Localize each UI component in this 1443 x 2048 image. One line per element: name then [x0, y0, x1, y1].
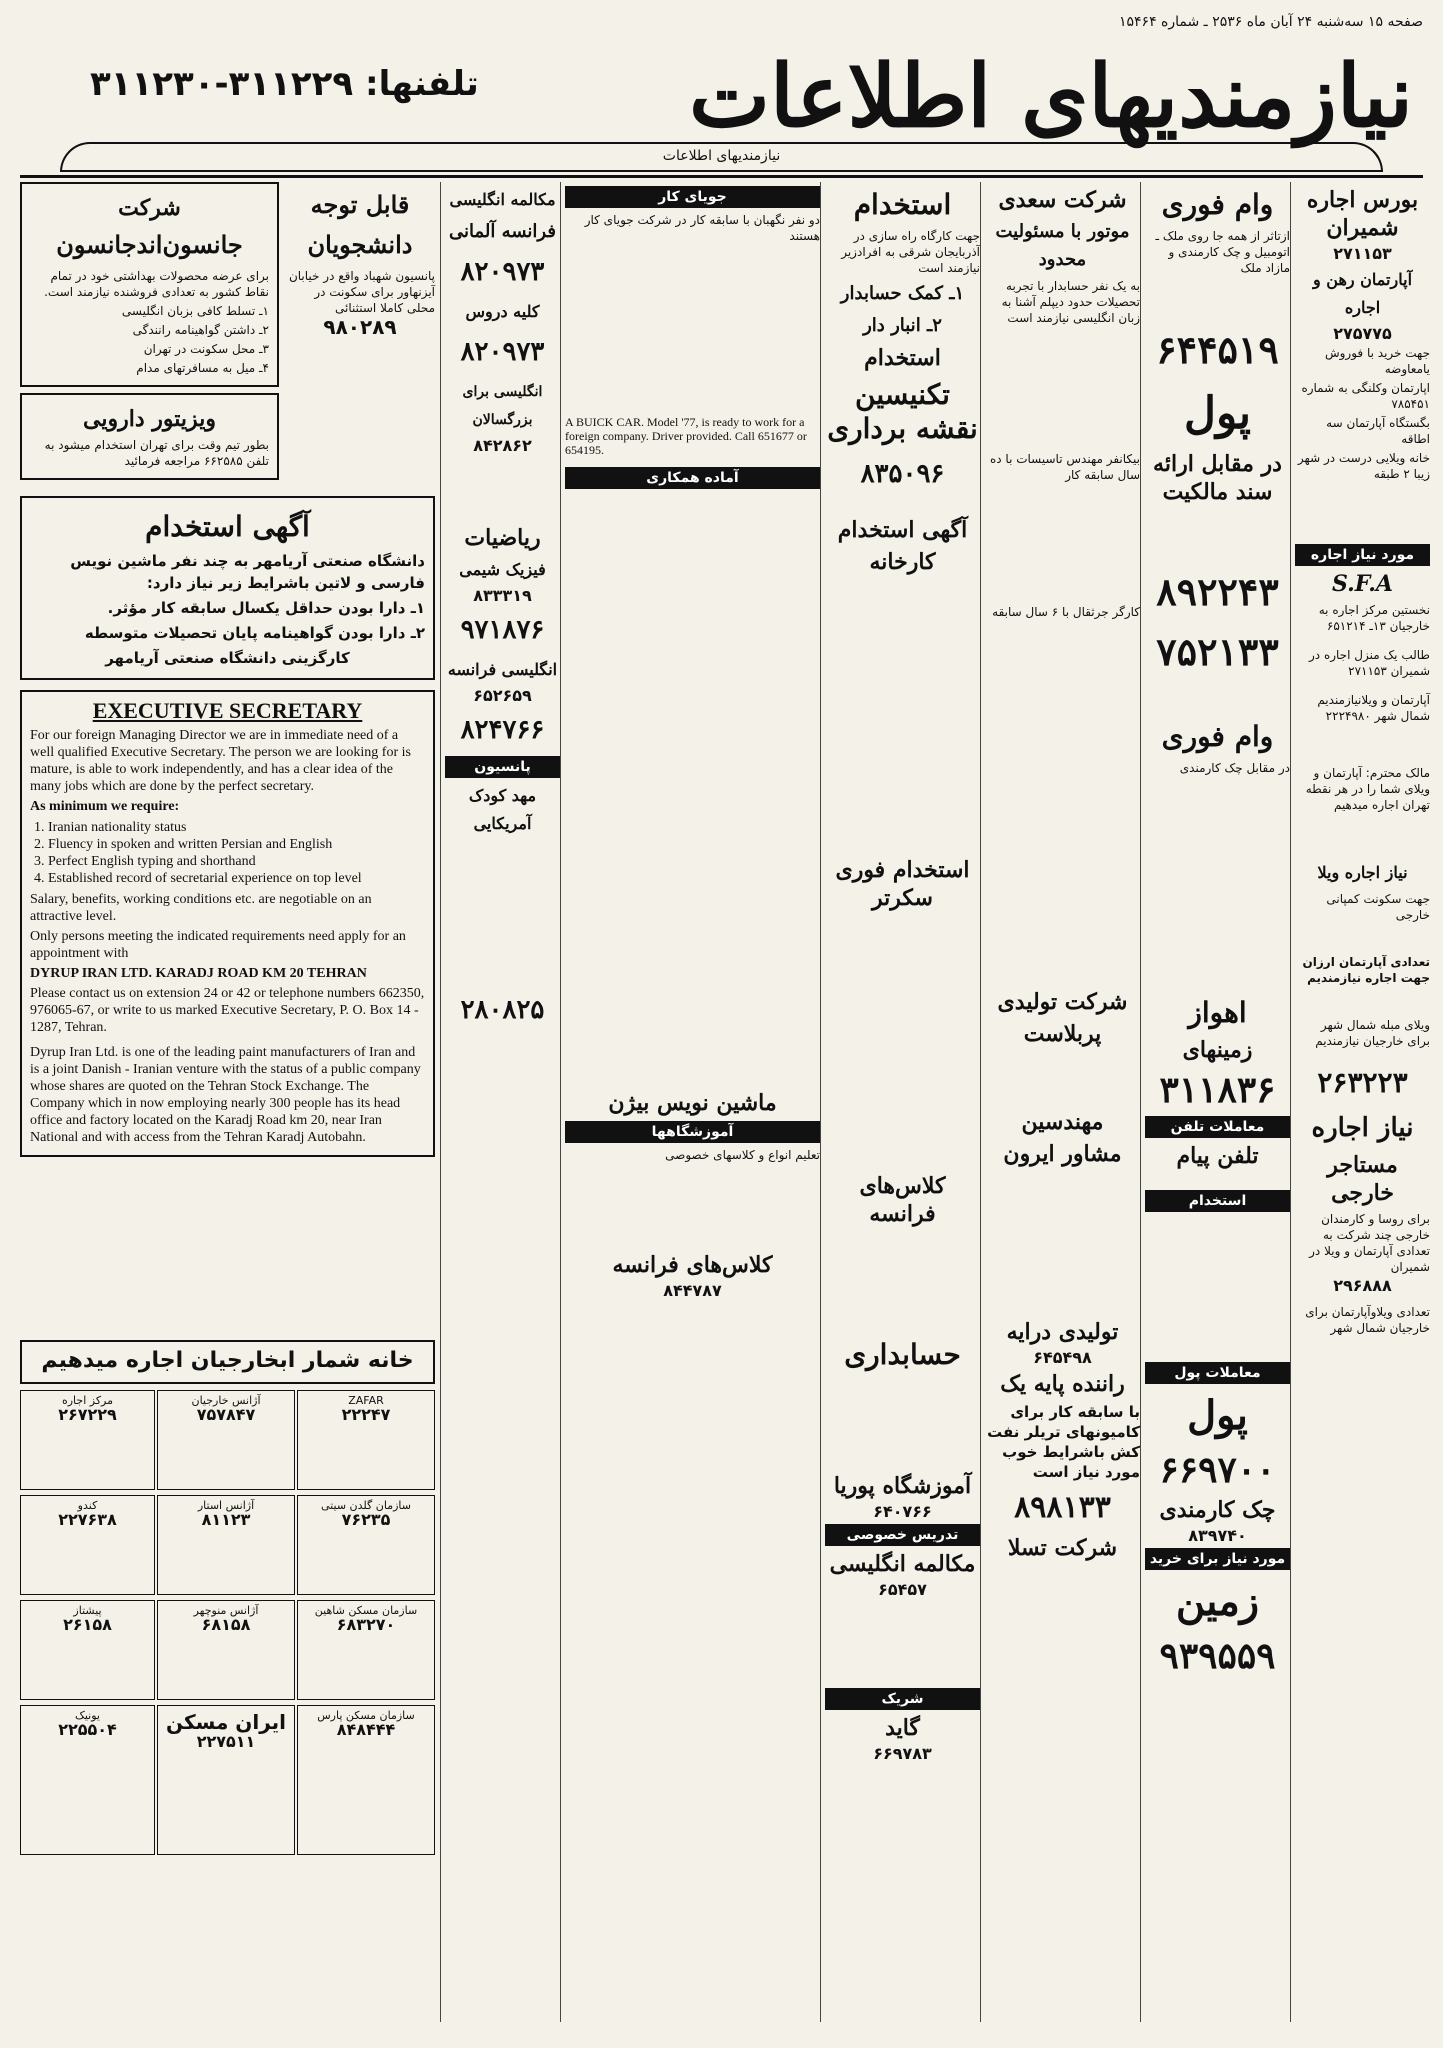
col1-item: جهت خرید با فوروش یامعاوضه [1324, 346, 1430, 376]
col6-phone: ۲۸۰۸۲۵ [460, 995, 545, 1025]
col5-header: آموزشگاهها [565, 1121, 820, 1143]
col3-subtitle: مشاور ایرون [1003, 1141, 1122, 1167]
masthead-rule [20, 175, 1423, 178]
col4-phone: ۶۶۹۷۸۳ [873, 1744, 932, 1763]
column-6 [440, 182, 560, 2022]
col6-title: مکالمه انگلیسی [449, 190, 556, 209]
col2-title: پول [1187, 1392, 1248, 1439]
col1-mid-item: آپارتمان و ویلانیازمندیم شمال شهر ۲۲۲۴۹۸۰ [1317, 693, 1430, 723]
col3-title: تولیدی درایه [1006, 1319, 1119, 1345]
col3-text: بیکانفر مهندس تاسیسات با ده سال سابقه کار [989, 452, 1140, 482]
col3-text: کارگر جرثقال با ۶ سال سابقه [992, 605, 1140, 619]
agency-name: آژانس خارجیان [191, 1394, 261, 1407]
col2-phone: ۷۵۲۱۳۳ [1156, 629, 1279, 674]
col7-text: دانشگاه صنعتی آریامهر به چند نفر ماشین نویس فارسی و لاتین باشرایط زیر نیاز دارد: [70, 552, 425, 592]
col1-sfa: S.F.A [1332, 571, 1393, 597]
col7-list-item: ۳ـ محل سکونت در تهران [143, 342, 269, 356]
col5-title: ماشین نویس بیژن [608, 1090, 777, 1116]
agency-cell [297, 1705, 435, 1855]
agency-phone: ۷۶۲۳۵ [341, 1510, 391, 1529]
agency-cell [20, 1705, 155, 1855]
col7-title: دانشجویان [307, 230, 413, 259]
col5-header: آماده همکاری [565, 467, 820, 489]
agency-phone: ۲۶۷۲۲۹ [58, 1405, 117, 1424]
col6-phone: ۹۷۱۸۷۶ [460, 615, 545, 645]
agency-phone: ۷۵۷۸۴۷ [196, 1405, 256, 1424]
col3-title: راننده پایه یک [1000, 1371, 1125, 1397]
col7-list-item: ۱ـ تسلط کافی بزبان انگلیسی [121, 304, 269, 318]
col1-top-phone: ۲۷۱۱۵۳ [1333, 244, 1392, 263]
ad-req-item: 4. Established record of secretarial experience on top level [48, 870, 425, 887]
col3-phone: ۶۴۵۴۹۸ [1033, 1348, 1092, 1367]
col7-title: جانسون‌اند‌جانسون [56, 230, 243, 259]
agency-phone: ۲۲۵۵۰۴ [58, 1720, 117, 1739]
executive-secretary-ad [20, 690, 435, 1157]
col4-title: گاید [885, 1715, 920, 1741]
ad-req-list [48, 819, 425, 887]
col4-list-item: ۱ـ کمک حسابدار [840, 283, 965, 304]
masthead-phones: تلفنها: ۳۱۱۲۲۹-۳۱۱۲۳۰ [90, 64, 479, 104]
col5-phone: ۸۴۴۷۸۷ [663, 1281, 722, 1300]
column-4 [820, 182, 980, 2022]
agency-phone: ۶۸۱۵۸ [201, 1615, 251, 1634]
col7-student-ad [285, 182, 435, 486]
agency-cell [20, 1600, 155, 1700]
col4-title: آگهی استخدام [837, 517, 968, 543]
agency-phone: ۲۲۷۵۱۱ [196, 1732, 256, 1751]
col4-title: استخدام [864, 345, 941, 371]
col4-header: شریک [825, 1688, 980, 1710]
col1-top-title-2: آپارتمان رهن و اجاره [1312, 270, 1413, 317]
col1-phone: ۲۶۳۲۲۳ [1317, 1066, 1408, 1099]
ad-req-item: 2. Fluency in spoken and written Persian and English [48, 836, 425, 853]
col1-bottom-text: تعدادی ویلاوآپارتمان برای خارجیان شمال شهر [1305, 1305, 1430, 1335]
agency-name: کندو [77, 1499, 98, 1512]
col1-niaz-ejareh: نیاز اجاره [1311, 1113, 1414, 1143]
agency-cell [297, 1495, 435, 1595]
col7-text: بطور تیم وقت برای تهران استخدام میشود به تلفن ۶۶۲۵۸۵ مراجعه فرمائید [44, 438, 269, 468]
col7-phone: ۹۸۰۲۸۹ [323, 315, 397, 339]
agency-phone: ۲۲۷۶۳۸ [58, 1510, 117, 1529]
agency-name: سازمان گلدن سیتی [321, 1499, 411, 1512]
ad-heading: EXECUTIVE SECRETARY [92, 698, 363, 723]
column-5 [560, 182, 820, 2022]
agency-name: سازمان مسکن پارس [317, 1709, 415, 1722]
col6-phone: ۸۲۴۷۶۶ [460, 715, 545, 745]
agency-phone: ۶۸۳۲۷۰ [336, 1615, 396, 1634]
col2-header: معاملات تلفن [1145, 1116, 1290, 1138]
visitor-ad [20, 393, 279, 480]
col2-title: زمینهای [1182, 1037, 1253, 1063]
col1-item: اپارتمان وکلنگی به شماره ۷۸۵۴۵۱ [1301, 381, 1430, 411]
col6-title: انگلیسی فرانسه [447, 660, 558, 679]
col3-text: به یک نفر حسابدار با تجربه تحصیلات حدود دیپلم آشنا به زبان انگلیسی نیازمند است [1001, 279, 1140, 325]
col7-title: شرکت [118, 195, 181, 221]
col3-phone: ۸۹۸۱۳۳ [1014, 1490, 1111, 1525]
ad-req-item: 1. Iranian nationality status [48, 819, 425, 836]
col7-list-item: ۱ـ دارا بودن حداقل یکسال سابقه کار مؤثر. [107, 599, 425, 617]
agency-name: ایران مسکن [165, 1710, 287, 1734]
col6-title: ریاضیات [464, 525, 541, 551]
col1-item: خانه ویلایی درست در شهر زیبا ۲ طبقه [1297, 451, 1430, 481]
col7-text: کارگزینی دانشگاه صنعتی آریامهر [105, 649, 350, 667]
col4-title: استخدام [853, 188, 952, 221]
issue-line: صفحه ۱۵ سه‌شنبه ۲۴ آبان ماه ۲۵۳۶ ـ شماره ۱۵۴۶۴ [1118, 14, 1423, 30]
col4-title: آموزشگاه پوریا [833, 1473, 972, 1499]
col1-mid-item: جهت سکونت کمپانی خارجی [1326, 892, 1430, 922]
col1-phone-b: ۲۹۶۸۸۸ [1333, 1276, 1392, 1295]
col5-english-ad: A BUICK CAR. Model '77, is ready to work for a foreign company. Driver provided. Call 651677 or 654195. [565, 415, 807, 457]
col2-title: پول [1184, 388, 1251, 439]
col4-phone: ۶۵۴۵۷ [878, 1580, 927, 1599]
col2-title: وام فوری [1161, 188, 1274, 221]
col7-text: برای عرضه محصولات بهداشتی خود در تمام نقاط کشور به تعدادی فروشنده نیازمند است. [44, 269, 269, 299]
col5-title: کلاس‌های فرانسه [612, 1252, 773, 1278]
col4-phone: ۸۳۵۰۹۶ [860, 459, 945, 489]
col1-mid-item: ویلای مبله شمال شهر برای خارجیان نیازمندیم [1315, 1018, 1430, 1048]
aryamehr-ad [20, 496, 435, 680]
ad-company: DYRUP IRAN LTD. KARADJ ROAD KM 20 TEHRAN [30, 966, 367, 981]
ad-only: Only persons meeting the indicated requirements need apply for an appointment with [30, 929, 406, 961]
col5-text: تعلیم انواع و کلاسهای خصوصی [665, 1148, 820, 1162]
col1-top-phone-2: ۲۷۵۷۷۵ [1333, 324, 1392, 343]
col2-title: زمین [1175, 1578, 1260, 1625]
col6-title: کلیه دروس [465, 302, 540, 321]
col2-title: وام فوری [1161, 720, 1274, 753]
col5-text: دو نفر نگهبان با سابقه کار در شرکت جویای کار هستند [584, 213, 820, 243]
masthead-banner: نیازمندیهای اطلاعات [60, 142, 1383, 172]
col2-header: معاملات پول [1145, 1362, 1290, 1384]
agency-cell [157, 1390, 295, 1490]
agency-phone: ۲۶۱۵۸ [63, 1615, 112, 1634]
agency-cell [157, 1495, 295, 1595]
col1-mostajer: مستاجر خارجی [1327, 1152, 1398, 1206]
col4-text: جهت کارگاه راه سازی در آذربایجان شرقی به افرادزیر نیازمند است [841, 229, 980, 275]
col7-title: آگهی استخدام [145, 510, 310, 543]
col4-title: حسابداری [844, 1338, 961, 1371]
col2-title: اهواز [1188, 996, 1247, 1029]
col4-list-item: ۲ـ انبار دار [863, 315, 942, 336]
col7-text: پانسیون شهباد واقع در خیابان آیزنهاور برای سکونت در محلی کاملا استثنائی [288, 269, 435, 315]
col2-title: تلفن پیام [1176, 1143, 1259, 1169]
agency-phone: ۲۲۲۴۷ [341, 1405, 391, 1424]
agency-phone: ۸۴۸۴۴۴ [336, 1720, 396, 1739]
col2-phone: ۶۴۴۵۱۹ [1156, 327, 1279, 372]
col2-text: در مقابل ارائه سند مالکیت [1153, 451, 1282, 505]
ad-intro: For our foreign Managing Director we are in immediate need of a well qualified Executive Secretary. The person we are looking for is mature, is able to work independently, and has a clear idea of the many jobs which are done by the perfect secretary. [30, 728, 411, 794]
col2-phone: ۶۶۹۷۰۰ [1159, 1449, 1276, 1491]
agency-name: آژانس استار [197, 1499, 255, 1512]
ad-salary: Salary, benefits, working conditions etc. are negotiable on an attractive level. [30, 892, 372, 924]
agency-name: ZAFAR [348, 1394, 384, 1407]
ad-contact: Please contact us on extension 24 or 42 or telephone numbers 662350, 976065-67, or write to us marked Executive Secretary, P. O. Box 14 - 1287, Tehran. [30, 986, 425, 1035]
col3-subtitle: موتور با مسئولیت محدود [995, 221, 1130, 270]
agencies-grid [20, 1340, 435, 2020]
agency-phone: ۸۱۱۲۳ [201, 1510, 251, 1529]
col2-header: مورد نیاز برای خرید [1145, 1548, 1290, 1570]
agency-name: آژانس منوچهر [193, 1604, 259, 1617]
column-2 [1140, 182, 1290, 2022]
col2-header: استخدام [1145, 1190, 1290, 1212]
col6-phone: ۸۳۳۳۱۹ [473, 586, 532, 605]
col1-item: بگستگاه آپارتمان سه اطاقه [1326, 416, 1430, 446]
col3-title: مهندسین [1021, 1109, 1104, 1135]
col2-phone: ۸۳۹۷۴۰ [1188, 1526, 1247, 1545]
agency-cell [297, 1390, 435, 1490]
col5-header: جویای کار [565, 186, 820, 208]
col4-title: مکالمه انگلیسی [829, 1551, 976, 1577]
ad-req-item: 3. Perfect English typing and shorthand [48, 853, 425, 870]
ad-min-req: As minimum we require: [30, 799, 180, 814]
col7-list-item: ۴ـ میل به مسافرتهای مدام [136, 361, 269, 375]
col6-title: فرانسه آلمانی [449, 221, 556, 242]
col6-phone: ۸۲۰۹۷۳ [460, 337, 545, 367]
col6-phone: ۸۲۰۹۷۳ [460, 257, 545, 287]
col6-title: فیزیک شیمی [459, 560, 546, 579]
col3-text: با سابقه کار برای کامیونهای تریلر نفت کش باشرایط خوب مورد نیاز است [987, 1403, 1140, 1481]
agencies-grid-title: خانه شمار ابخارجیان اجاره میدهیم [20, 1340, 435, 1384]
agency-name: یونیک [75, 1709, 100, 1722]
col3-subtitle: پربلاست [1023, 1021, 1102, 1047]
col4-title: کارخانه [869, 549, 936, 575]
agency-cell [157, 1600, 295, 1700]
col6-phone: ۶۵۲۶۵۹ [473, 686, 532, 705]
col1-header: مورد نیاز اجاره [1295, 544, 1430, 566]
col4-header: تدریس خصوصی [825, 1524, 980, 1546]
col2-phone: ۸۹۲۲۴۳ [1156, 569, 1279, 614]
col2-text: ازتاثر از همه جا روی ملک ـ اتومبیل و چک کارمندی و مازاد ملک [1155, 229, 1290, 275]
col1-mid-item: مالک محترم: آپارتمان و ویلای شما را در هر نقطه تهران اجاره میدهیم [1305, 766, 1430, 812]
masthead [20, 42, 1423, 172]
col6-header: پانسیون [445, 756, 560, 778]
agency-name: پیشتاز [73, 1604, 102, 1617]
col3-title: شرکت تسلا [1007, 1535, 1118, 1561]
col6-phone: ۸۴۲۸۶۲ [473, 436, 532, 455]
ad-about: Dyrup Iran Ltd. is one of the leading paint manufacturers of Iran and is a joint Danish - Iranian venture with the status of a public company whose shares are quoted on the Tehran Stock Exchange. The Company which in now employing nearly 300 people has its head office and factory located on the Karadj Road km 20, near Iran National and with access from the Tehran Karadj Autobahn. [30, 1045, 421, 1145]
col4-title: کلاس‌های فرانسه [859, 1173, 946, 1227]
col3-title: شرکت تولیدی [997, 989, 1128, 1015]
agency-cell [20, 1495, 155, 1595]
col6-title: مهد کودک آمریکایی [468, 786, 537, 833]
col7-title: قابل توجه [310, 190, 410, 219]
col3-title: شرکت سعدی [998, 187, 1127, 213]
column-7 [20, 182, 435, 1292]
col4-title: استخدام فوری سکرتر [835, 857, 970, 911]
col4-phone: ۶۴۰۷۶۶ [873, 1502, 932, 1521]
col1-mostajer-text: برای روسا و کارمندان خارجی چند شرکت به تعدادی آپارتمان و ویلا در شمیران [1309, 1212, 1430, 1274]
agency-name: سازمان مسکن شاهین [314, 1604, 418, 1617]
col1-mid-item: طالب یک منزل اجاره در شمیران ۲۷۱۱۵۳ [1308, 648, 1430, 678]
agency-name: مرکز اجاره [61, 1394, 114, 1407]
agency-cell [297, 1600, 435, 1700]
agency-cell [157, 1705, 295, 1855]
col1-mid-item: تعدادی آپارتمان ارزان جهت اجاره نیازمندیم [1302, 955, 1430, 985]
masthead-title: نیازمندیهای اطلاعات [689, 46, 1413, 147]
col2-phone: ۳۱۱۸۳۶ [1159, 1069, 1276, 1111]
col1-mid-item: نخستین مرکز اجاره به خارجیان ۱۳ـ ۶۵۱۲۱۴ [1318, 603, 1430, 633]
col1-mid-title: نیاز اجاره ویلا [1317, 863, 1408, 882]
col7-list-item: ۲ـ داشتن گواهینامه رانندگی [132, 323, 269, 337]
col4-title: تکنیسین نقشه برداری [827, 378, 978, 445]
col2-title: چک کارمندی [1159, 1497, 1276, 1523]
col2-text: در مقابل چک کارمندی [1179, 761, 1290, 775]
col1-top-title: بورس اجاره شمیران [1306, 187, 1419, 241]
col7-list-item: ۲ـ دارا بودن گواهینامه پایان تحصیلات متوسطه [84, 624, 425, 642]
col6-title: انگلیسی برای بزرگسالان [462, 384, 543, 428]
column-3 [980, 182, 1140, 2022]
col7-title: ویزیتور دارویی [83, 406, 216, 432]
agency-cell [20, 1390, 155, 1490]
johnson-ad [20, 182, 279, 387]
column-1 [1290, 182, 1430, 2022]
col2-phone: ۹۳۹۵۵۹ [1159, 1635, 1276, 1677]
